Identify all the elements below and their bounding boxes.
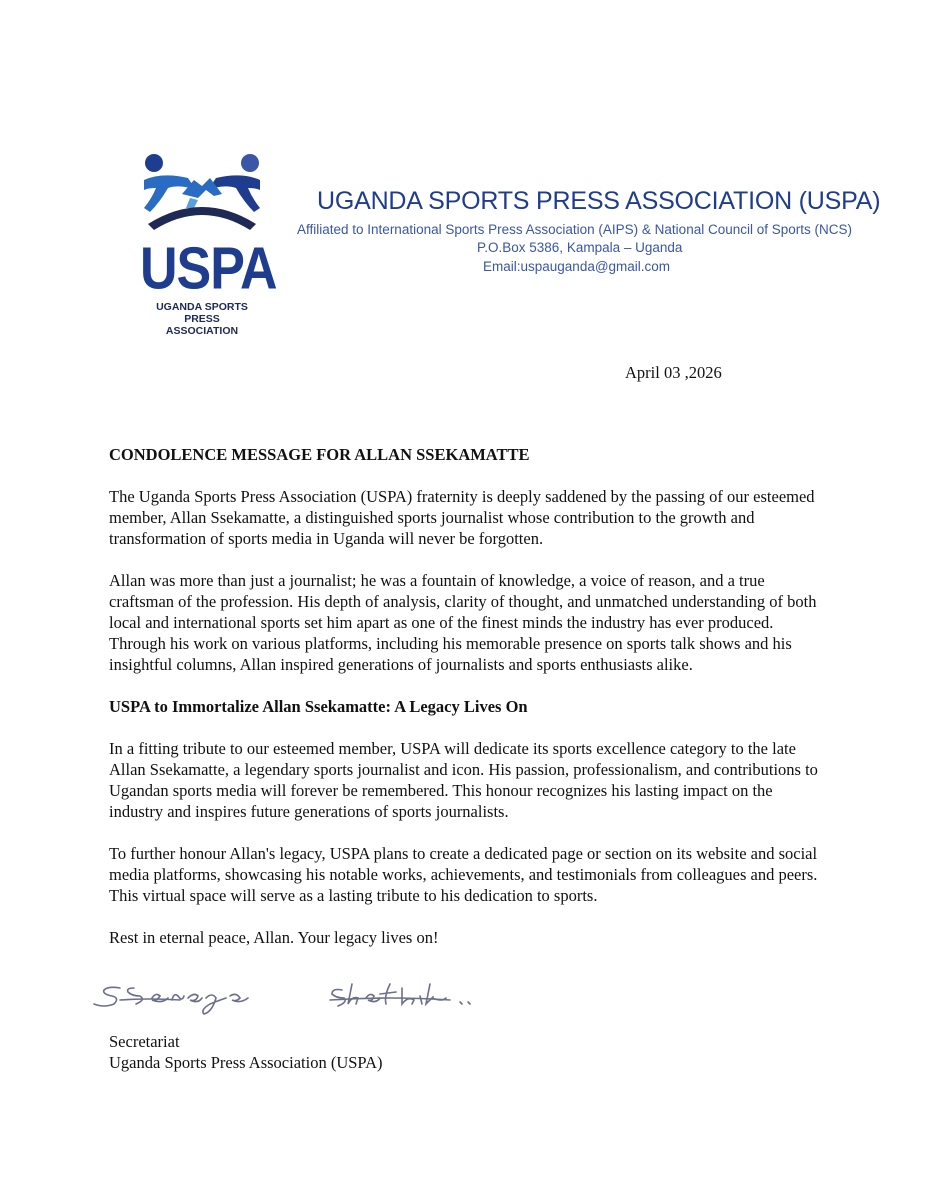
handwritten-signature <box>90 978 540 1018</box>
letter-body <box>109 444 829 969</box>
uspa-logo <box>140 150 277 337</box>
org-email: Email:uspauganda@gmail.com <box>483 259 671 274</box>
paragraph-1: The Uganda Sports Press Association (USPA) fraternity is deeply saddened by the passing of our esteemed member, Allan Ssekamatte, a distinguished sports journalist whose contribution to the growth and transformation of sports media in Uganda will never be forgotten. <box>109 487 815 548</box>
logo-acronym: USPA <box>140 235 277 303</box>
paragraph-5: Rest in eternal peace, Allan. Your legacy lives on! <box>109 928 439 947</box>
signatory-line1: Secretariat <box>109 1032 180 1051</box>
signature-icon <box>90 978 540 1018</box>
logo-figures-icon <box>140 150 264 242</box>
letter-date: April 03 ,2026 <box>625 363 722 382</box>
logo-subtitle-line2: ASSOCIATION <box>165 325 239 337</box>
paragraph-3: In a fitting tribute to our esteemed member, USPA will dedicate its sports excellence category to the late Allan Ssekamatte, a legendary sports journalist and icon. His passion, professionalism, and contributions to Ugandan sports media will forever be remembered. This honour recognizes his lasting impact on the industry and inspires future generations of sports journalists. <box>109 739 818 821</box>
paragraph-2: Allan was more than just a journalist; he was a fountain of knowledge, a voice of reason, and a true craftsman of the profession. His depth of analysis, clarity of thought, and unmatched understanding of both local and international sports set him apart as one of the finest minds the industry has ever produced. Through his work on various platforms, including his memorable presence on sports talk shows and his insightful columns, Allan inspired generations of journalists and sports enthusiasts alike. <box>109 571 817 674</box>
logo-subtitle-line1: UGANDA SPORTS PRESS <box>156 301 248 325</box>
org-po-box: P.O.Box 5386, Kampala – Uganda <box>477 240 683 255</box>
closing-block <box>109 1031 382 1073</box>
paragraph-4: To further honour Allan's legacy, USPA plans to create a dedicated page or section on its website and social media platforms, showcasing his notable works, achievements, and testimonials from colleagues and peers. This virtual space will serve as a lasting tribute to his dedication to sports. <box>109 844 818 905</box>
org-affiliation: Affiliated to International Sports Press Association (AIPS) & National Council of Sports (NCS) <box>297 222 853 237</box>
org-name: UGANDA SPORTS PRESS ASSOCIATION (USPA) <box>317 187 881 215</box>
signatory-line2: Uganda Sports Press Association (USPA) <box>109 1053 383 1072</box>
letter-subheading: USPA to Immortalize Allan Ssekamatte: A Legacy Lives On <box>109 697 528 716</box>
letter-title: CONDOLENCE MESSAGE FOR ALLAN SSEKAMATTE <box>109 445 530 464</box>
